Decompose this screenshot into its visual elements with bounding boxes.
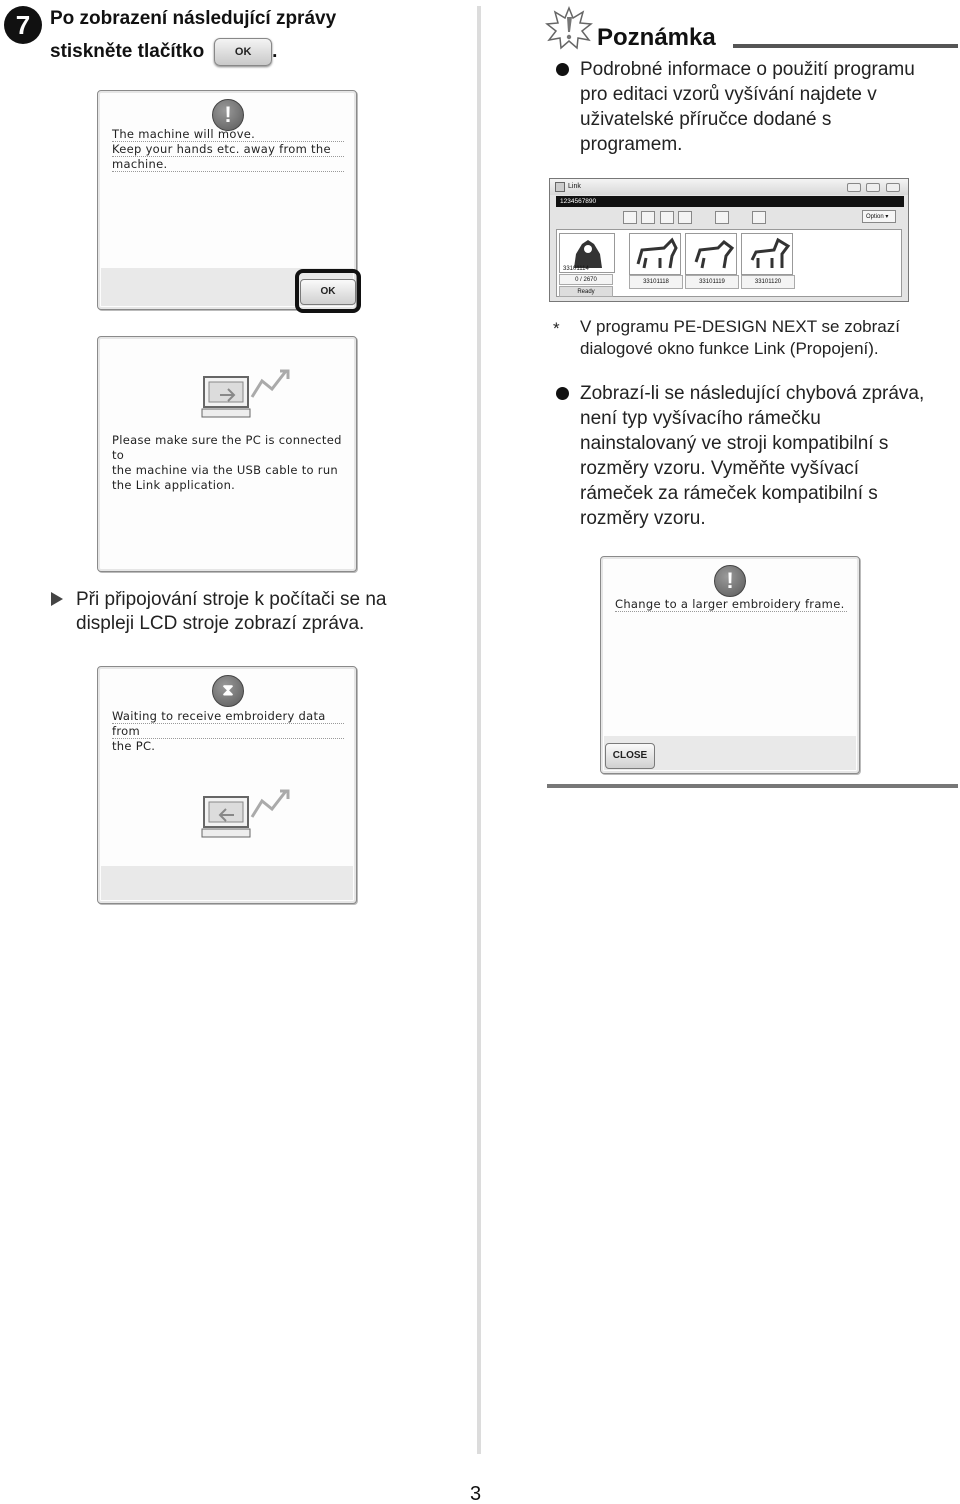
message-underline (112, 723, 344, 724)
note-burst-icon (545, 6, 593, 50)
status-label: Ready (559, 286, 613, 297)
connect-note (76, 588, 456, 636)
message-text (112, 127, 352, 172)
message-line: Please make sure the PC is connected to (112, 433, 342, 462)
page-number: 3 (470, 1483, 482, 1504)
message-line: The machine will move. (112, 127, 256, 141)
column-divider (477, 6, 481, 1454)
dog-embroidery-icon (686, 234, 738, 276)
message-underline (112, 171, 344, 172)
message-text (112, 433, 352, 493)
section-end-rule (547, 784, 958, 788)
screen-button-bar (101, 866, 353, 900)
lcd-screen-usb-connect (97, 336, 357, 572)
message-line: the machine via the USB cable to run (112, 463, 338, 477)
design-number-label: 33101119 (685, 275, 739, 289)
dog-embroidery-icon (742, 234, 794, 276)
warning-icon: ! (714, 565, 746, 597)
link-dialog-window (549, 178, 909, 302)
message-text (112, 709, 352, 754)
note-line: Podrobné informace o použití programu (580, 59, 915, 80)
step-instruction (50, 2, 440, 68)
machine-id-bar: 1234567890 (556, 196, 904, 207)
ok-button[interactable]: OK (300, 279, 356, 305)
note-line: rozměry vzoru. Vyměňte vyšívací (580, 458, 860, 479)
option-label: Option (866, 214, 884, 220)
note-title: Poznámka (597, 24, 716, 51)
note-line: programem. (580, 134, 683, 155)
minimize-button[interactable] (847, 183, 861, 192)
footnote-line: V programu PE-DESIGN NEXT se zobrazí (580, 317, 900, 336)
window-title: Link (550, 179, 908, 195)
design-number-label: 33101120 (741, 275, 795, 289)
message-underline (112, 738, 344, 739)
step-line-1: Po zobrazení následující zprávy (50, 8, 337, 29)
footnote (580, 316, 955, 360)
toolbar-icon[interactable] (752, 211, 766, 224)
message-underline (615, 611, 847, 612)
lcd-screen-machine-move (97, 90, 357, 310)
message-line: Keep your hands etc. away from the (112, 142, 331, 156)
connect-note-line: displeji LCD stroje zobrazí zpráva. (76, 613, 365, 634)
close-button[interactable]: CLOSE (605, 743, 655, 769)
step-line-2-text: stiskněte tlačítko (50, 41, 205, 62)
design-thumbnail[interactable] (629, 233, 681, 275)
design-thumbnail[interactable] (685, 233, 737, 275)
toolbar-icon[interactable] (678, 211, 692, 224)
step-period: . (272, 41, 278, 62)
message-line: the Link application. (112, 478, 236, 492)
note-title-rule (733, 44, 958, 48)
lcd-screen-frame-error (600, 556, 860, 774)
note-line: Zobrazí-li se následující chybová zpráva, (580, 383, 925, 404)
design-thumbnail[interactable] (741, 233, 793, 275)
triangle-bullet-icon (50, 591, 64, 607)
message-underline (112, 156, 344, 157)
step-line-2 (50, 35, 440, 68)
note-line: uživatelské příručce dodané s (580, 109, 832, 130)
toolbar-icon[interactable] (715, 211, 729, 224)
hourglass-icon: ⧗ (212, 675, 244, 707)
toolbar-icon[interactable] (623, 211, 637, 224)
note-line: rozměry vzoru. (580, 508, 706, 529)
step-number-badge: 7 (4, 6, 42, 44)
message-line: Waiting to receive embroidery data from (112, 709, 326, 738)
bullet-icon (556, 387, 569, 400)
bullet-icon (556, 63, 569, 76)
message-text: Change to a larger embroidery frame. (615, 597, 845, 611)
machine-number-label: 33101114 (563, 266, 589, 272)
counter-label: 0 / 2670 (559, 274, 613, 285)
design-number-label: 33101118 (629, 275, 683, 289)
note-line: není typ vyšívacího rámečku (580, 408, 821, 429)
note-bullet-2 (580, 381, 958, 531)
note-line: rámeček za rámeček kompatibilní s (580, 483, 878, 504)
close-window-button[interactable] (886, 183, 900, 192)
lcd-screen-waiting (97, 666, 357, 904)
footnote-asterisk: * (553, 319, 560, 338)
maximize-button[interactable] (866, 183, 880, 192)
toolbar-icon[interactable] (641, 211, 655, 224)
option-dropdown[interactable]: Option ▾ (862, 210, 896, 223)
message-line: the PC. (112, 739, 156, 753)
app-icon (555, 182, 565, 192)
pc-link-icon (200, 367, 296, 427)
message-underline (112, 141, 344, 142)
thumbnail-pane (556, 229, 902, 297)
warning-icon: ! (212, 99, 244, 131)
connect-note-line: Při připojování stroje k počítači se na (76, 589, 387, 610)
footnote-line: dialogové okno funkce Link (Propojení). (580, 339, 879, 358)
inline-ok-button-image: OK (214, 38, 272, 66)
message-line: machine. (112, 157, 168, 171)
note-line: nainstalovaný ve stroji kompatibilní s (580, 433, 889, 454)
note-bullet-1 (580, 57, 955, 157)
note-line: pro editaci vzorů vyšívání najdete v (580, 84, 877, 105)
toolbar-icon[interactable] (660, 211, 674, 224)
dog-embroidery-icon (630, 234, 682, 276)
pc-link-icon (200, 787, 296, 847)
